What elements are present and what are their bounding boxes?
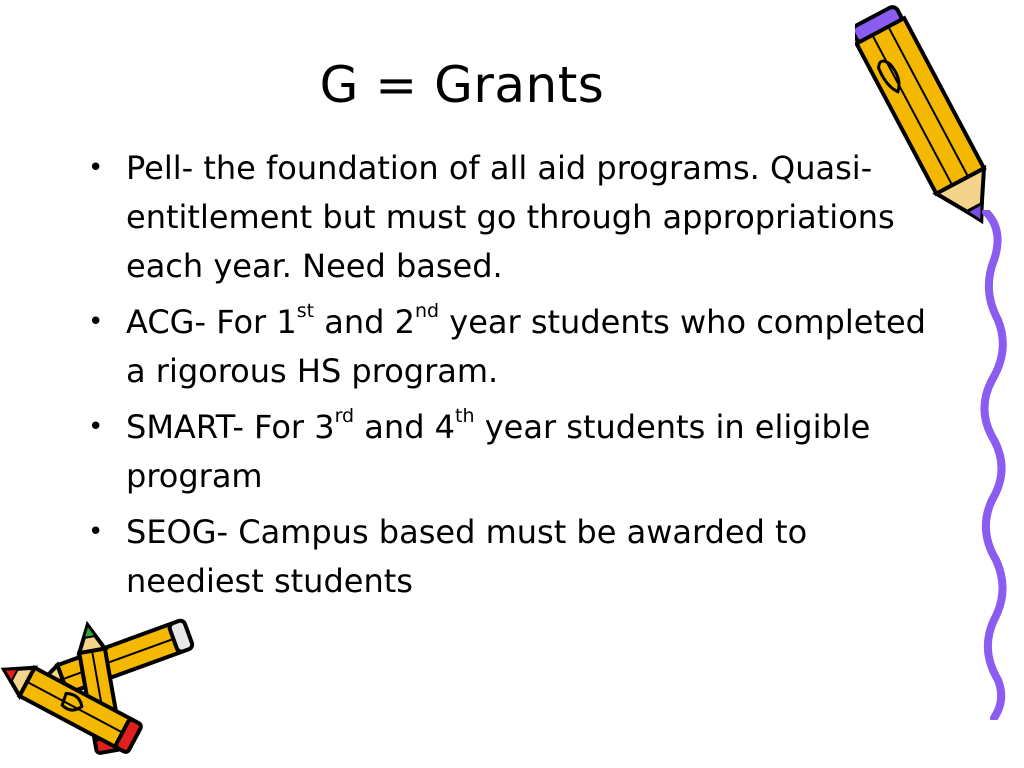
bullet-dot: • xyxy=(88,307,104,337)
bullet-list xyxy=(88,144,928,613)
bullet-dot: • xyxy=(88,412,104,442)
bullet-text: ACG- For 1st and 2nd year students who completed a rigorous HS program. xyxy=(126,300,926,390)
bullet-text: SEOG- Campus based must be awarded to neediest students xyxy=(126,513,808,600)
pencil-icon xyxy=(855,0,1005,245)
squiggle-line-icon xyxy=(964,210,1014,720)
bullet-dot: • xyxy=(88,153,104,183)
bullet-item xyxy=(88,508,928,606)
bullet-text: SMART- For 3rd and 4th year students in eligible program xyxy=(126,405,871,495)
bullet-item xyxy=(88,403,928,501)
bullet-text: Pell- the foundation of all aid programs. Quasi-entitlement but must go through appropriations each year. Need based. xyxy=(126,149,895,285)
bullet-item xyxy=(88,144,928,291)
bullet-item xyxy=(88,298,928,396)
pencils-icon xyxy=(0,610,210,760)
slide-title: G = Grants xyxy=(319,56,605,114)
bullet-dot: • xyxy=(88,517,104,547)
